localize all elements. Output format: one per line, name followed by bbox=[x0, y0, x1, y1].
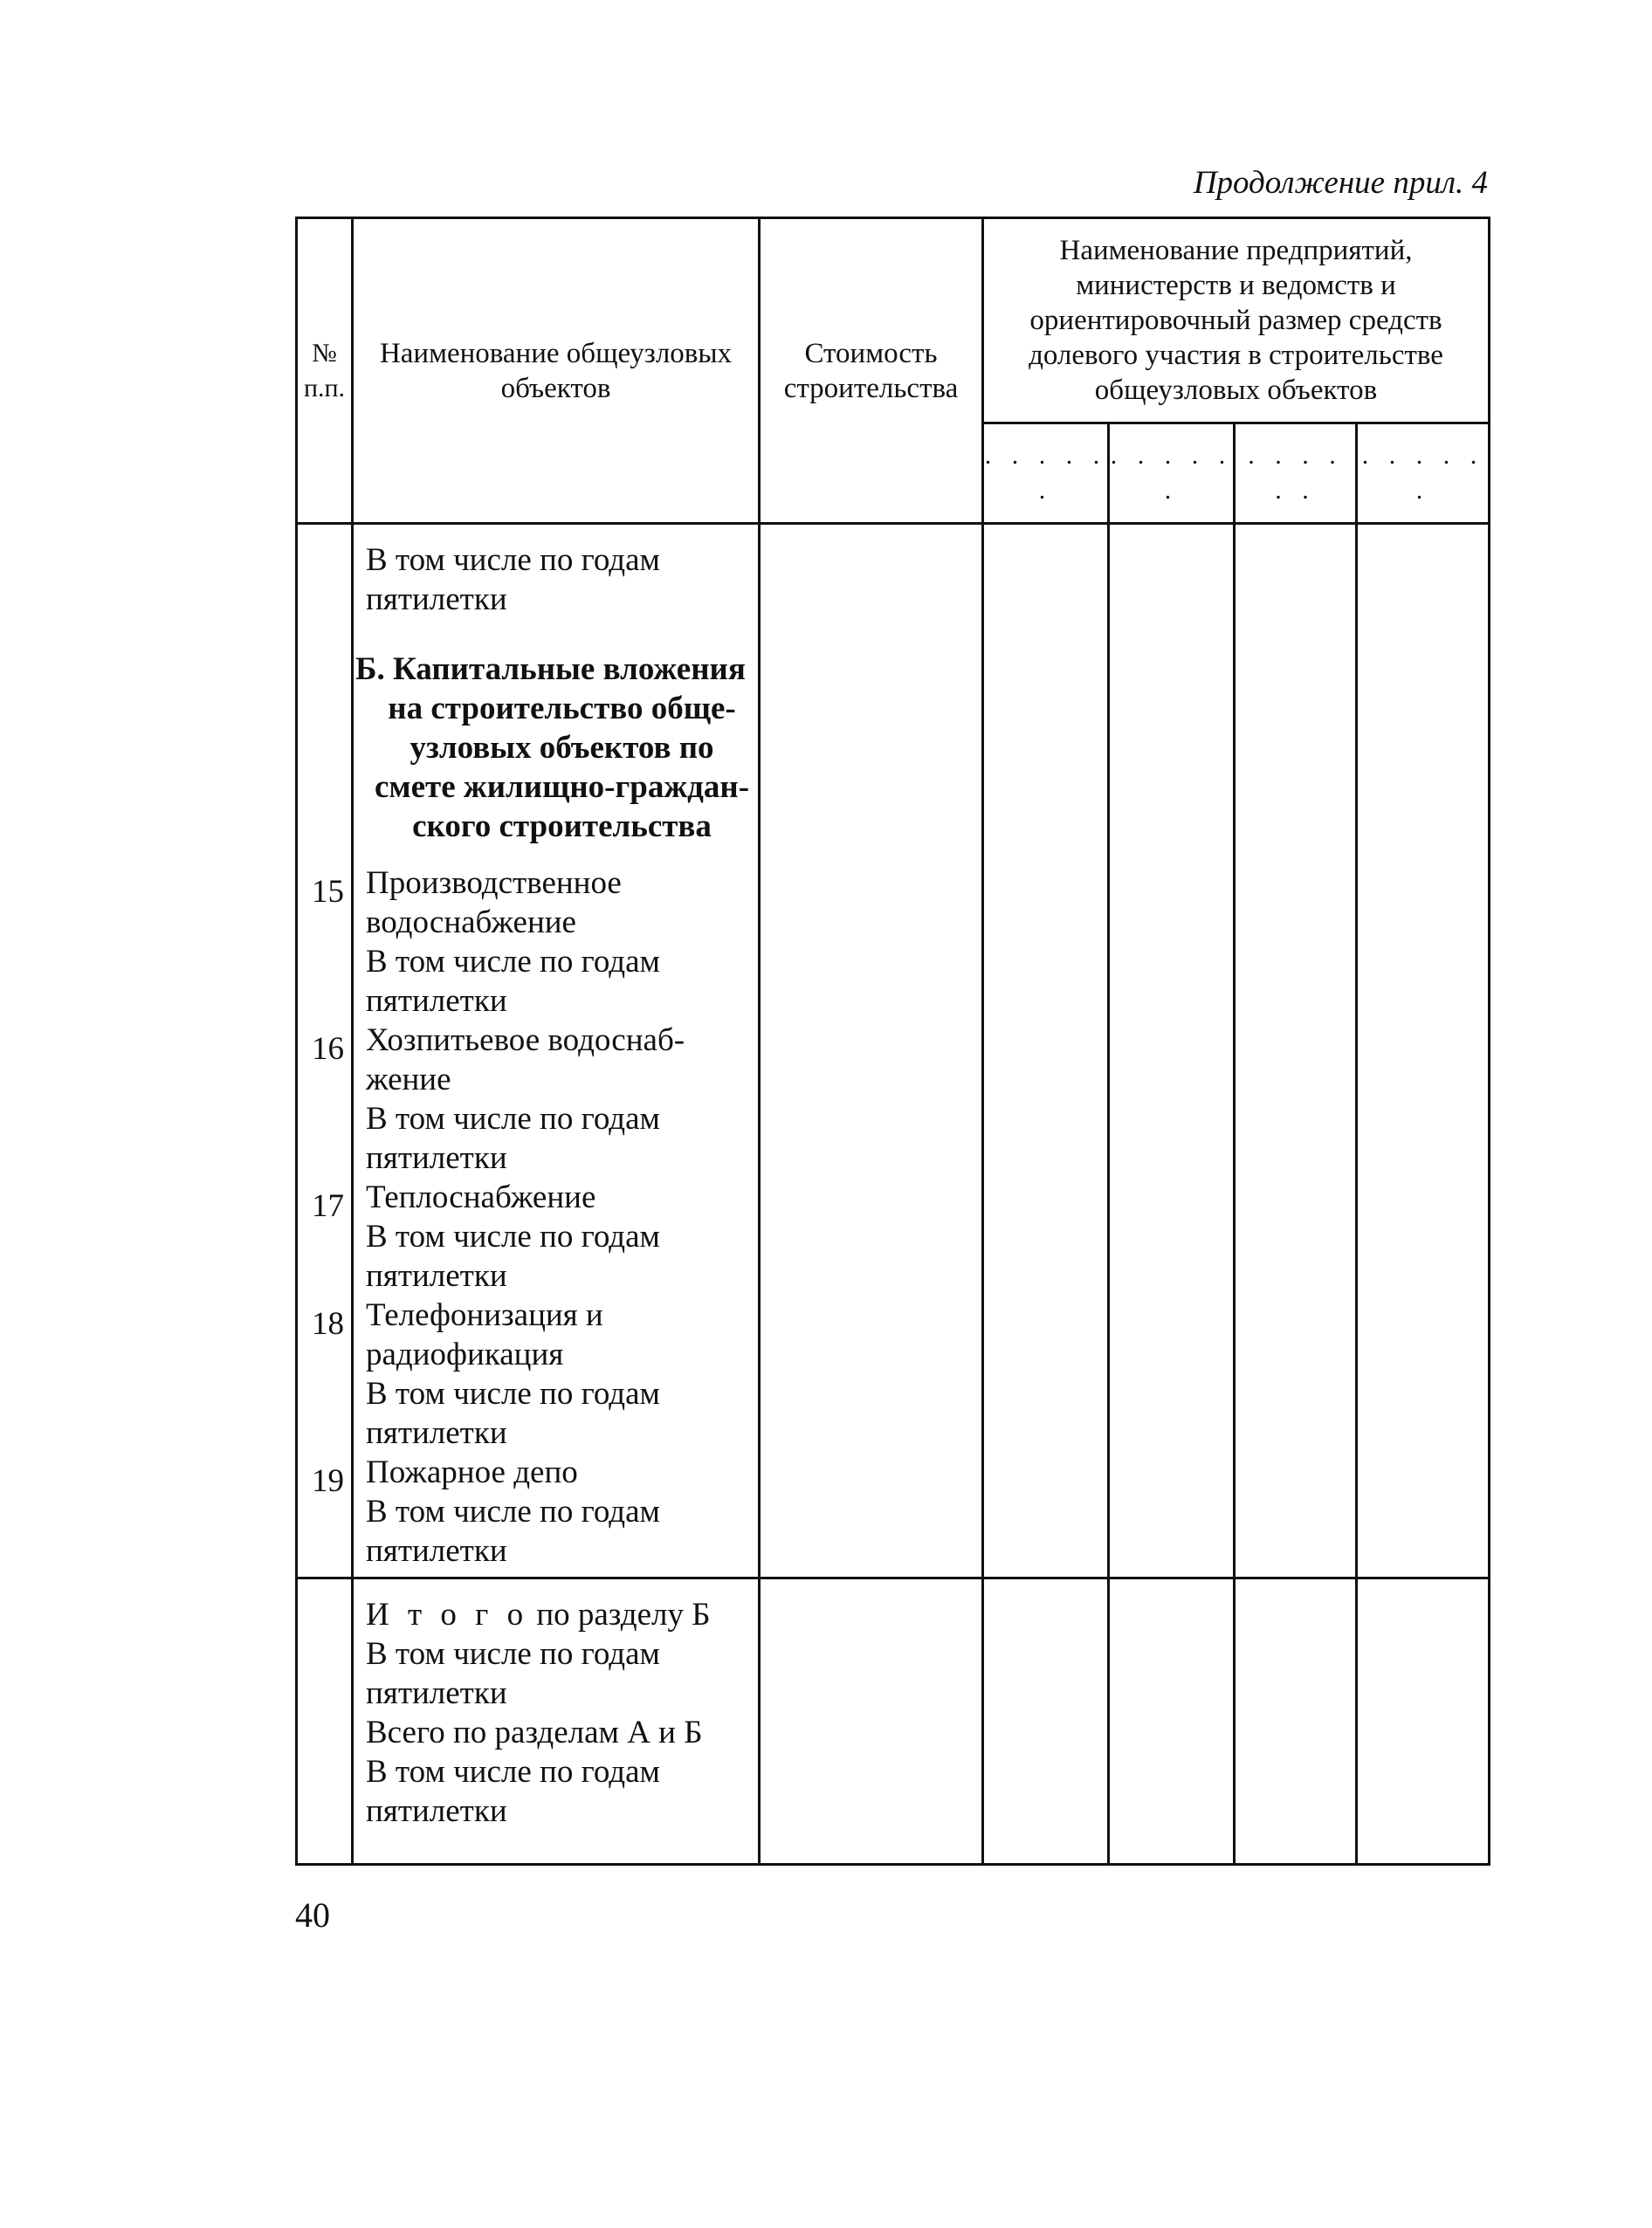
totals-line4: Всего по разделам А и Б bbox=[366, 1715, 703, 1750]
section-b-title-5: ского строительства bbox=[412, 808, 712, 844]
item-17-line3: пятилетки bbox=[366, 1258, 507, 1294]
section-b-title-2: на строительство обще- bbox=[388, 691, 736, 726]
totals-participant-2 bbox=[1109, 1578, 1235, 1865]
item-18-num: 18 bbox=[312, 1306, 344, 1342]
item-15-line2: водоснабжение bbox=[366, 904, 576, 940]
item-15-line1: Производственное bbox=[366, 865, 622, 901]
item-17-num: 17 bbox=[312, 1188, 344, 1224]
item-16-line2: жение bbox=[366, 1062, 451, 1097]
header-dots-1: . . . . . . bbox=[983, 423, 1109, 524]
totals-line2: В том числе по годам bbox=[366, 1636, 660, 1672]
header-cost: Стоимость строительства bbox=[760, 218, 983, 524]
page-number: 40 bbox=[295, 1895, 330, 1935]
total-b-line bbox=[366, 1595, 758, 1634]
header-dots-4: . . . . . . bbox=[1357, 423, 1490, 524]
item-16-num: 16 bbox=[312, 1031, 344, 1067]
participant-cell-3 bbox=[1235, 524, 1357, 1578]
totals-name-cell bbox=[353, 1578, 760, 1865]
item-18-line2: радиофикация bbox=[366, 1337, 564, 1372]
item-18-line3: В том числе по годам bbox=[366, 1376, 660, 1412]
participant-cell-2 bbox=[1109, 524, 1235, 1578]
totals-line5: В том числе по годам bbox=[366, 1754, 660, 1790]
item-15-num: 15 bbox=[312, 874, 344, 910]
header-num: № п.п. bbox=[297, 218, 353, 524]
header-dots-2: . . . . . . bbox=[1109, 423, 1235, 524]
totals-cost-cell bbox=[760, 1578, 983, 1865]
item-19-line1: Пожарное депо bbox=[366, 1454, 578, 1490]
section-b-title-1: Б. Капитальные вложения bbox=[355, 651, 746, 687]
item-19-line2: В том числе по годам bbox=[366, 1494, 660, 1530]
header-participants: Наименование предприятий, министерств и ведомств и ориентировочный размер средств долевого участия в строительстве общеузловых объектов bbox=[983, 218, 1490, 423]
item-19-num: 19 bbox=[312, 1463, 344, 1499]
objects-table bbox=[295, 217, 1490, 1866]
header-name: Наименование общеузловых объектов bbox=[353, 218, 760, 524]
item-18-line4: пятилетки bbox=[366, 1415, 507, 1451]
item-16-line4: пятилетки bbox=[366, 1140, 507, 1176]
header-dots-3: . . . . . . bbox=[1235, 423, 1357, 524]
section-a-subline1: В том числе по годам bbox=[366, 542, 660, 578]
totals-line3: пятилетки bbox=[366, 1675, 507, 1711]
item-15-line3: В том числе по годам bbox=[366, 944, 660, 980]
participant-cell-1 bbox=[983, 524, 1109, 1578]
cost-cell-items bbox=[760, 524, 983, 1578]
items-num-column bbox=[297, 524, 353, 1578]
totals-line6: пятилетки bbox=[366, 1793, 507, 1829]
item-16-line1: Хозпитьевое водоснаб- bbox=[366, 1022, 685, 1058]
total-b-word: И т о г о bbox=[366, 1597, 529, 1633]
totals-num-cell bbox=[297, 1578, 353, 1865]
section-b-title-3: узловых объектов по bbox=[410, 730, 714, 766]
totals-participant-1 bbox=[983, 1578, 1109, 1865]
item-18-line1: Телефонизация и bbox=[366, 1297, 603, 1333]
section-b-title-4: смете жилищно-граждан- bbox=[374, 769, 750, 805]
total-b-rest: по разделу Б bbox=[528, 1597, 711, 1633]
item-15-line4: пятилетки bbox=[366, 983, 507, 1019]
item-16-line3: В том числе по годам bbox=[366, 1101, 660, 1137]
items-name-column bbox=[353, 524, 760, 1578]
item-19-line3: пятилетки bbox=[366, 1533, 507, 1569]
totals-participant-4 bbox=[1357, 1578, 1490, 1865]
continuation-caption: Продолжение прил. 4 bbox=[1193, 165, 1488, 201]
item-17-line2: В том числе по годам bbox=[366, 1219, 660, 1255]
participant-cell-4 bbox=[1357, 524, 1490, 1578]
totals-participant-3 bbox=[1235, 1578, 1357, 1865]
section-a-subline2: пятилетки bbox=[366, 581, 507, 617]
item-17-line1: Теплоснабжение bbox=[366, 1179, 596, 1215]
